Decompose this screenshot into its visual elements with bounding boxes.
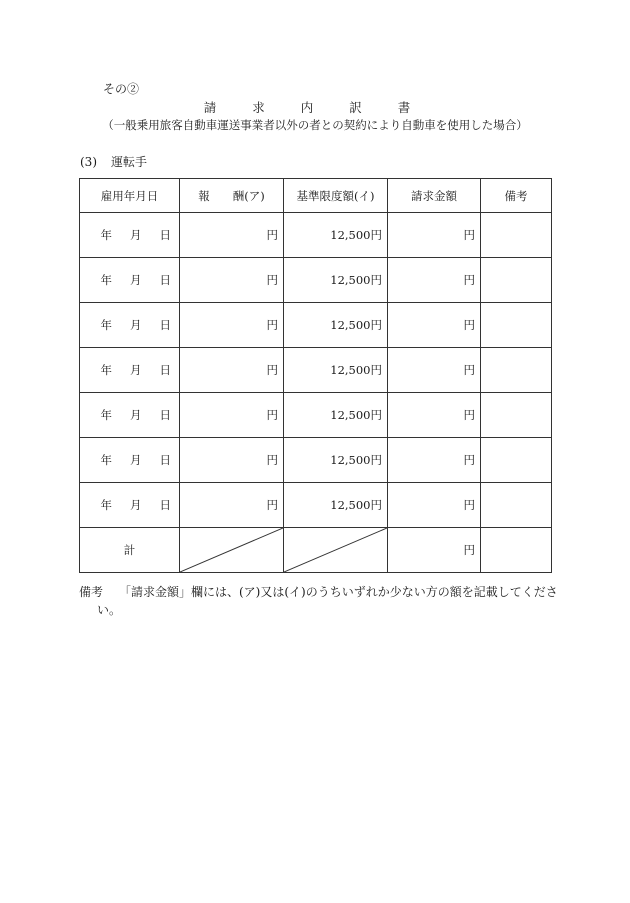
- day-unit: 日: [159, 363, 171, 377]
- remarks-text-line2: い。: [97, 603, 122, 617]
- reward-cell[interactable]: 円: [180, 258, 284, 303]
- base-limit-cell: 12,500円: [284, 213, 388, 258]
- year-unit: 年: [100, 408, 112, 422]
- base-limit-cell: 12,500円: [284, 348, 388, 393]
- month-unit: 月: [130, 228, 142, 242]
- header-row: [80, 179, 552, 213]
- base-limit-cell: 12,500円: [284, 483, 388, 528]
- base-limit-cell: 12,500円: [284, 393, 388, 438]
- employment-date-cell[interactable]: [80, 483, 180, 528]
- diagonal-line: [180, 528, 283, 572]
- year-unit: 年: [100, 273, 112, 287]
- header-claim-amount: 請求金額: [388, 179, 481, 213]
- total-row: [80, 528, 552, 573]
- base-limit-cell: 12,500円: [284, 258, 388, 303]
- employment-date-cell[interactable]: [80, 348, 180, 393]
- reward-cell[interactable]: 円: [180, 348, 284, 393]
- header-employment-date: 雇用年月日: [80, 179, 180, 213]
- document-subtitle: （一般乗用旅客自動車運送事業者以外の者との契約により自動車を使用した場合）: [102, 118, 528, 132]
- document-label: その②: [103, 82, 140, 96]
- table-row: [80, 303, 552, 348]
- employment-date-cell[interactable]: [80, 213, 180, 258]
- day-unit: 日: [159, 408, 171, 422]
- total-claim-cell[interactable]: 円: [388, 528, 481, 573]
- remarks-label: 備考: [79, 585, 104, 599]
- table-row: [80, 258, 552, 303]
- table-row: [80, 393, 552, 438]
- claim-breakdown-table: [79, 178, 552, 573]
- note-cell[interactable]: [481, 483, 552, 528]
- note-cell[interactable]: [481, 438, 552, 483]
- total-limit-blank: [284, 528, 388, 573]
- month-unit: 月: [130, 363, 142, 377]
- section-number: (3): [80, 155, 97, 169]
- table-row: [80, 483, 552, 528]
- reward-cell[interactable]: 円: [180, 213, 284, 258]
- claim-amount-cell[interactable]: 円: [388, 258, 481, 303]
- employment-date-cell[interactable]: [80, 303, 180, 348]
- base-limit-cell: 12,500円: [284, 438, 388, 483]
- month-unit: 月: [130, 408, 142, 422]
- claim-amount-cell[interactable]: 円: [388, 393, 481, 438]
- header-remarks: 備考: [481, 179, 552, 213]
- remarks-note: [79, 583, 559, 619]
- employment-date-cell[interactable]: [80, 258, 180, 303]
- total-reward-blank: [180, 528, 284, 573]
- day-unit: 日: [159, 453, 171, 467]
- reward-cell[interactable]: 円: [180, 303, 284, 348]
- diagonal-line: [284, 528, 387, 572]
- claim-amount-cell[interactable]: 円: [388, 303, 481, 348]
- month-unit: 月: [130, 498, 142, 512]
- header-reward: 報 酬(ア): [180, 179, 284, 213]
- year-unit: 年: [100, 453, 112, 467]
- reward-cell[interactable]: 円: [180, 438, 284, 483]
- claim-amount-cell[interactable]: 円: [388, 348, 481, 393]
- section-label: [80, 153, 147, 170]
- claim-amount-cell[interactable]: 円: [388, 483, 481, 528]
- base-limit-cell: 12,500円: [284, 303, 388, 348]
- table-row: [80, 213, 552, 258]
- month-unit: 月: [130, 453, 142, 467]
- claim-amount-cell[interactable]: 円: [388, 213, 481, 258]
- table-row: [80, 438, 552, 483]
- year-unit: 年: [100, 228, 112, 242]
- claim-amount-cell[interactable]: 円: [388, 438, 481, 483]
- document-title: 請 求 内 訳 書: [203, 100, 427, 115]
- employment-date-cell[interactable]: [80, 438, 180, 483]
- year-unit: 年: [100, 498, 112, 512]
- note-cell[interactable]: [481, 348, 552, 393]
- header-base-limit: 基準限度額(イ): [284, 179, 388, 213]
- month-unit: 月: [130, 318, 142, 332]
- day-unit: 日: [159, 498, 171, 512]
- day-unit: 日: [159, 273, 171, 287]
- month-unit: 月: [130, 273, 142, 287]
- day-unit: 日: [159, 318, 171, 332]
- note-cell[interactable]: [481, 213, 552, 258]
- employment-date-cell[interactable]: [80, 393, 180, 438]
- note-cell[interactable]: [481, 258, 552, 303]
- year-unit: 年: [100, 318, 112, 332]
- reward-cell[interactable]: 円: [180, 393, 284, 438]
- total-note-cell[interactable]: [481, 528, 552, 573]
- day-unit: 日: [159, 228, 171, 242]
- year-unit: 年: [100, 363, 112, 377]
- note-cell[interactable]: [481, 393, 552, 438]
- reward-cell[interactable]: 円: [180, 483, 284, 528]
- remarks-text-line1: 「請求金額」欄には、(ア)又は(イ)のうちいずれか少ない方の額を記載してくださ: [119, 585, 558, 599]
- table-row: [80, 348, 552, 393]
- total-label: 計: [80, 528, 180, 573]
- note-cell[interactable]: [481, 303, 552, 348]
- section-name: 運転手: [111, 155, 148, 169]
